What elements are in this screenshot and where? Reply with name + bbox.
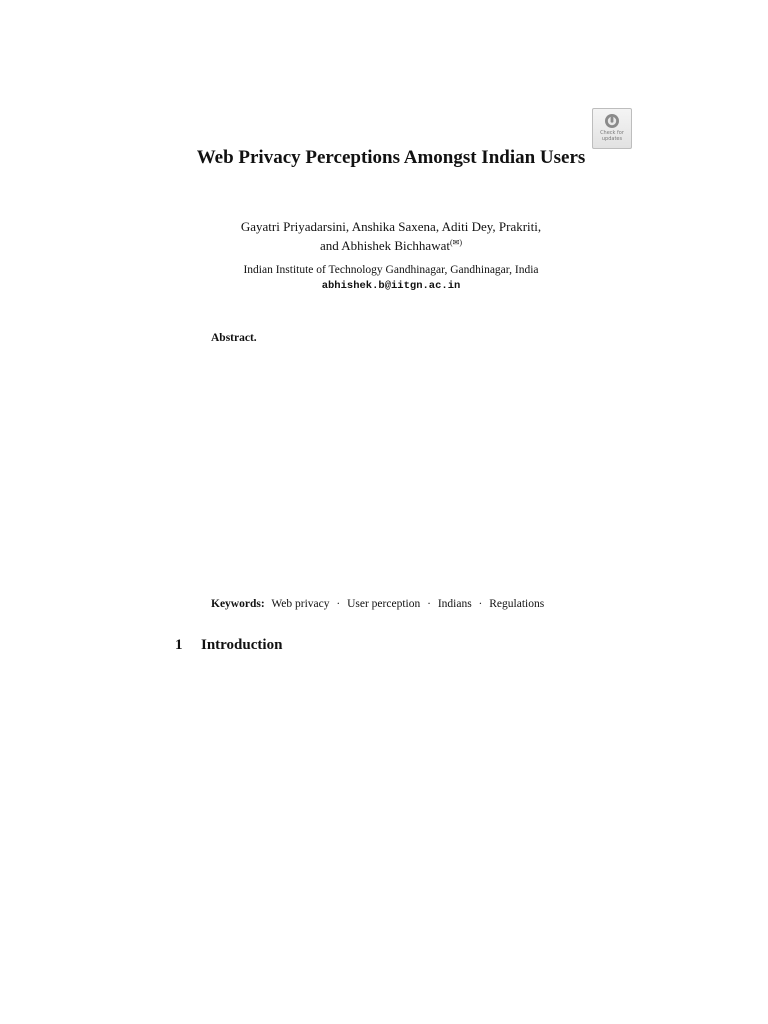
affiliation: Indian Institute of Technology Gandhinagar, Gandhinagar, India xyxy=(243,264,539,276)
keywords xyxy=(211,597,611,612)
abstract-label: Abstract. xyxy=(211,332,257,344)
keyword-item: Regulations xyxy=(489,598,545,610)
check-for-updates-badge[interactable] xyxy=(592,108,632,149)
keyword-separator: · xyxy=(336,598,341,610)
keywords-label: Keywords: xyxy=(211,598,265,610)
authors-line-2 xyxy=(168,235,614,254)
badge-text: Check for updates xyxy=(600,130,624,142)
authors-line-1: Gayatri Priyadarsini, Anshika Saxena, Aditi Dey, Prakriti, xyxy=(240,219,542,234)
keyword-item: Web privacy xyxy=(271,598,330,610)
author-email[interactable]: abhishek.b@iitgn.ac.in xyxy=(321,280,461,292)
keyword-separator: · xyxy=(427,598,431,610)
corresponding-author-mark: (✉) xyxy=(449,238,462,247)
keyword-item: Indians xyxy=(437,598,472,610)
section-title: Introduction xyxy=(201,637,283,653)
section-heading-introduction xyxy=(175,636,282,655)
keyword-item: User perception xyxy=(347,598,421,610)
keyword-separator: · xyxy=(478,598,483,610)
paper-title: Web Privacy Perceptions Amongst Indian Users xyxy=(196,147,586,168)
author-list xyxy=(168,219,614,254)
check-for-updates-icon xyxy=(604,113,620,129)
section-number: 1 xyxy=(175,637,183,653)
authors-line-2-text: and Abhishek Bichhawat xyxy=(319,238,450,253)
